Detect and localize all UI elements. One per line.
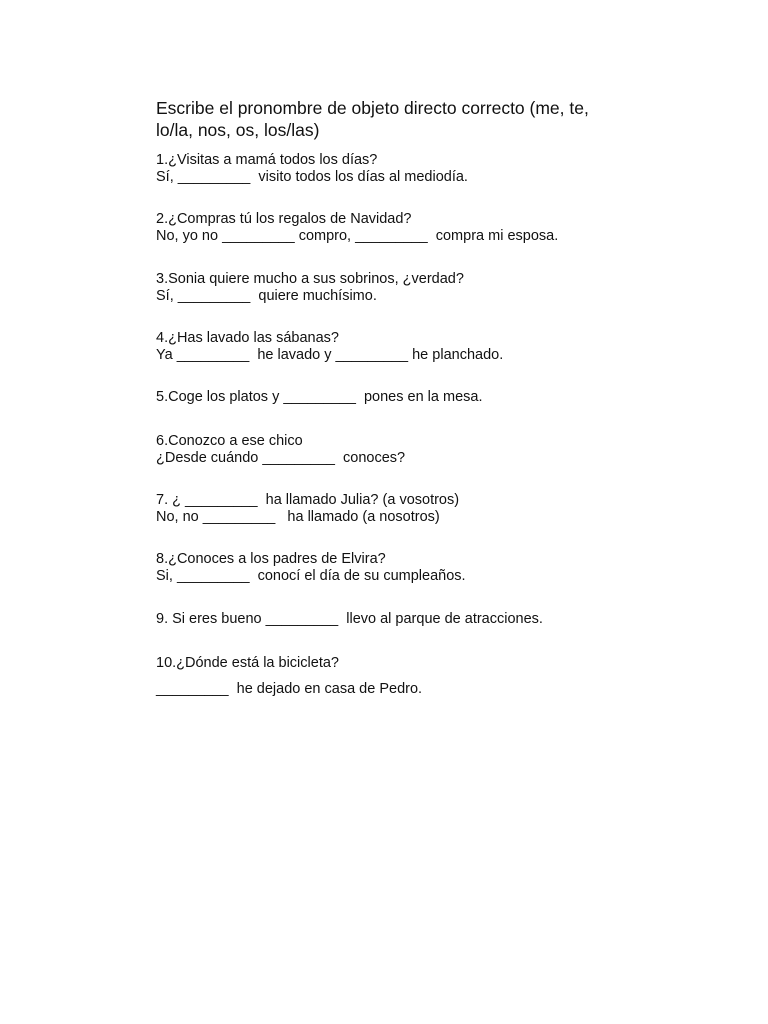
answer-4: Ya _________ he lavado y _________ he planchado.	[156, 347, 504, 363]
answer-2: No, yo no _________ compro, _________ compra mi esposa.	[156, 228, 559, 244]
answer-7: No, no _________ ha llamado (a nosotros)	[156, 509, 440, 525]
worksheet-title: Escribe el pronombre de objeto directo correcto (me, te, lo/la, nos, os, los/las)	[156, 98, 589, 140]
question-8: 8.¿Conoces a los padres de Elvira?	[156, 551, 386, 567]
question-10: 10.¿Dónde está la bicicleta?	[156, 655, 339, 671]
question-1: 1.¿Visitas a mamá todos los días?	[156, 152, 378, 168]
question-5: 5.Coge los platos y _________ pones en la mesa.	[156, 389, 483, 405]
question-9: 9. Si eres bueno _________ llevo al parque de atracciones.	[156, 611, 543, 627]
question-7: 7. ¿ _________ ha llamado Julia? (a vosotros)	[156, 492, 460, 508]
question-2: 2.¿Compras tú los regalos de Navidad?	[156, 211, 412, 227]
question-3: 3.Sonia quiere mucho a sus sobrinos, ¿verdad?	[156, 271, 464, 287]
answer-3: Sí, _________ quiere muchísimo.	[156, 288, 377, 304]
question-4: 4.¿Has lavado las sábanas?	[156, 330, 339, 346]
answer-10: _________ he dejado en casa de Pedro.	[156, 681, 423, 697]
answer-6: ¿Desde cuándo _________ conoces?	[156, 450, 406, 466]
answer-1: Sí, _________ visito todos los días al mediodía.	[156, 169, 468, 185]
answer-8: Si, _________ conocí el día de su cumpleaños.	[156, 568, 466, 584]
question-6: 6.Conozco a ese chico	[156, 433, 303, 449]
